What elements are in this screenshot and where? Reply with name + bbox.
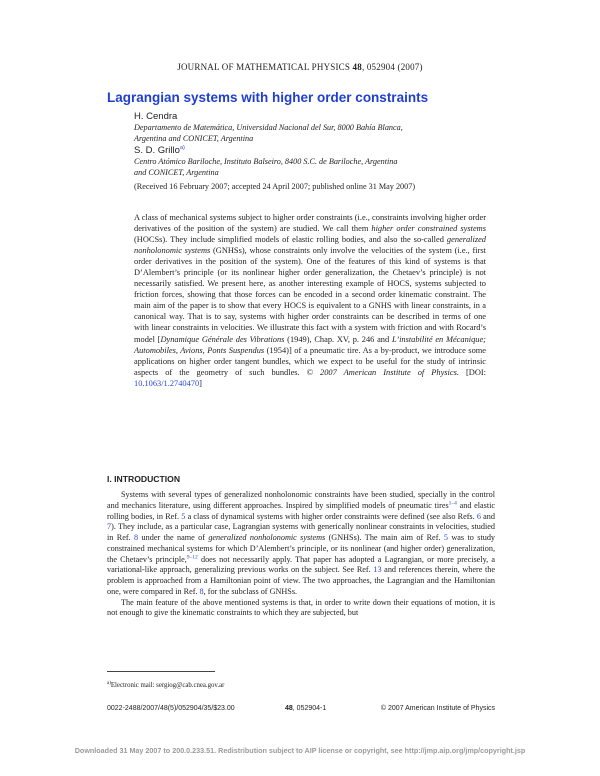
section-heading: I. INTRODUCTION [107, 474, 181, 484]
running-header: JOURNAL OF MATHEMATICAL PHYSICS 48, 052904 (2007) [177, 62, 423, 72]
intro-paragraph: The main feature of the above mentioned systems is that, in order to write down their equations of motion, it is not enough to give the kinematic constraints to which they are subjected, but [107, 597, 495, 618]
article-code: 0022-2488/2007/48(5)/052904/35/$23.00 [107, 705, 235, 712]
download-notice: Downloaded 31 May 2007 to 200.0.233.51. Redistribution subject to AIP license or copyright, see http://jmp.aip.org/jmp/copyright.jsp [74, 746, 526, 755]
footer-copyright: © 2007 American Institute of Physics [380, 705, 495, 712]
footnote-marker-link[interactable]: a) [179, 145, 185, 151]
intro-paragraph: Systems with several types of generalized nonholonomic constraints have been studied, specially in the control and mechanics literature, using different approaches. Inspired by simplified models of pneumatic tires$^{1-4}$ and elastic rolling bodies, in Ref. 5 a class of dynamical systems with higher order constraints were defined (see also Refs. 6 and 7). They include, as a particular case, Lagrangian systems with generically nonlinear constraints in velocities, studied in Ref. 8 under the name of generalized nonholonomic systems (GNHSs). The main aim of Ref. 5 was to study constrained mechanical systems for which D’Alembert’s principle, or its nonlinear (and higher order) generalization, the Chetaev’s principle,$^{9-12}$ does not necessarily apply. That paper has adopted a Lagrangian, or more precisely, a variational-like approach, generalizing previous works on the subject. See Ref. 13 and references therein, where the problem is approached from a Hamiltonian point of view. The two approaches, the Lagrangian and the Hamiltonian one, were compared in Ref. 8, for the subclass of GNHSs. [107, 490, 496, 596]
footnote: $^{a)}$Electronic mail: sergiog@cab.cnea.gov.ar [107, 681, 225, 689]
ref-link[interactable]: 9–12 [186, 553, 198, 560]
page-number: 48 , 052904-1 [285, 705, 327, 712]
ref-link[interactable]: 7 [107, 522, 112, 532]
ref-link[interactable]: 5 [443, 533, 448, 542]
doi-link[interactable]: 10.1063/1.2740470 [134, 378, 200, 388]
author-name: H. Cendra [134, 111, 178, 122]
paper-title: Lagrangian systems with higher order constraints [107, 90, 429, 105]
author-name: S. D. Grillo$^{a)}$ [134, 145, 185, 156]
ref-link[interactable]: 8 [134, 533, 139, 542]
abstract: A class of mechanical systems subject to higher order constraints (i.e., constraints involving higher order derivatives of the position of the system) are studied. We call them higher order constrained systems (HOCSs). They include simplified models of elastic rolling bodies, and also the so-called generalized nonholonomic systems (GNHSs), whose constraints only involve the velocities of the system (i.e., first order derivatives in the position of the system). One of the features of this kind of systems is that D’Alembert’s principle (or its nonlinear higher order generalization, the Chetaev’s principle) is not necessarily satisfied. We present here, as another interesting example of HOCS, systems subjected to friction forces, showing that those forces can be encoded in a second order kinematic constraint. The main aim of the paper is to show that every HOCS is equivalent to a GNHS with linear constraints, in a canonical way. That is to say, systems with higher order constraints can be described in terms of one with linear constraints in velocities. We illustrate this fact with a system with friction and with Rocard’s model [Dynamique Générale des Vibrations (1949), Chap. XV, p. 246 and L’instabilité en Mécanique; Automobiles, Avions, Ponts Suspendus (1954)] of a pneumatic tire. As a by-product, we introduce some applications on higher order tangent bundles, which we expect to be useful for the study of intrinsic aspects of the geometry of such bundles. © 2007 American Institute of Physics. [DOI: 10.1063/1.2740470] [134, 213, 486, 388]
author-affiliation: Departamento de Matemática, Universidad Nacional del Sur, 8000 Bahía Blanca, Argentina and CONICET, Argentina [134, 123, 403, 143]
ref-link[interactable]: 6 [476, 511, 481, 521]
ref-link[interactable]: 13 [373, 565, 382, 575]
author-affiliation: Centro Atómico Bariloche, Instituto Balseiro, 8400 S.C. de Bariloche, Argentina and CONICET, Argentina [134, 157, 398, 177]
received-dates: (Received 16 February 2007; accepted 24 April 2007; published online 31 May 2007) [134, 182, 416, 191]
footnote-rule [107, 671, 215, 672]
intro-body [107, 490, 495, 619]
ref-link[interactable]: 1–4 [448, 500, 457, 507]
ref-link[interactable]: 5 [181, 511, 186, 521]
ref-link[interactable]: 8 [199, 586, 204, 596]
